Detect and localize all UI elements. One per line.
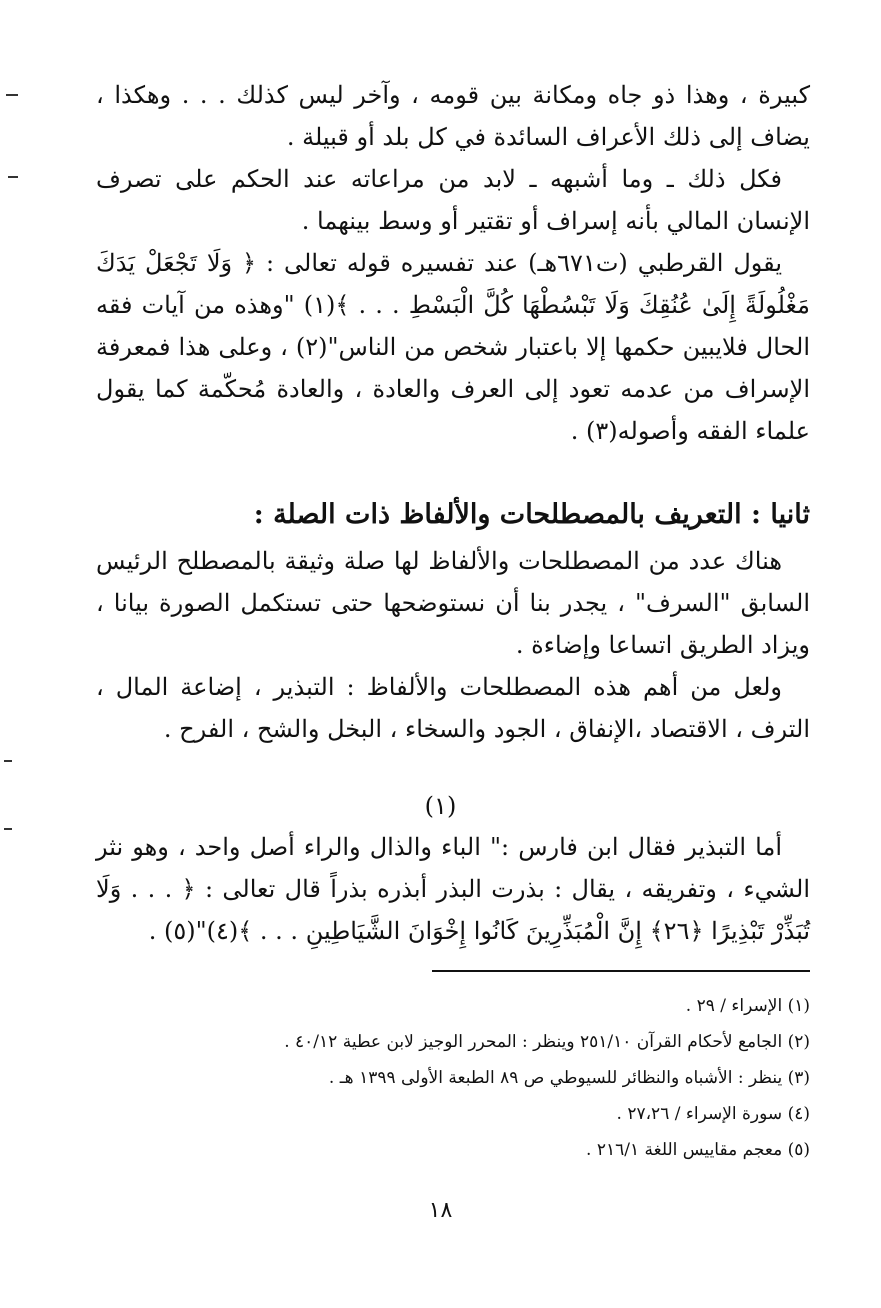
footnote: (٣) ينظر : الأشباه والنظائر للسيوطي ص ٨٩ الطبعة الأولى ١٣٩٩ هـ . <box>328 1068 810 1088</box>
margin-tick <box>4 760 12 762</box>
footnote: (١) الإسراء / ٢٩ . <box>685 996 810 1016</box>
footnote: (٥) معجم مقاييس اللغة ٢١٦/١ . <box>586 1140 810 1160</box>
margin-tick <box>4 828 12 830</box>
paragraph: يقول القرطبي (ت٦٧١هـ) عند تفسيره قوله تعالى : ﴿ وَلَا تَجْعَلْ يَدَكَ مَغْلُولَةً إِلَىٰ عُنُقِكَ وَلَا تَبْسُطْهَا كُلَّ الْبَسْطِ . . . ﴾(١) "وهذه من آيات فقه الحال فلايبين حكمها إلا باعتبار شخص من الناس"(٢) ، وعلى هذا فمعرفة الإسراف من عدمه تعود إلى العرف والعادة ، والعادة مُحكّمة كما يقول علماء الفقه وأصوله(٣) . <box>96 249 810 445</box>
paragraph: ولعل من أهم هذه المصطلحات والألفاظ : التبذير ، إضاعة المال ، الترف ، الاقتصاد ،الإنفاق ، الجود والسخاء ، البخل والشح ، الفرح . <box>96 673 810 743</box>
footnote: (٢) الجامع لأحكام القرآن ٢٥١/١٠ وينظر : المحرر الوجيز لابن عطية ٤٠/١٢ . <box>284 1032 810 1052</box>
margin-tick <box>6 94 18 96</box>
body-text-middle <box>96 540 810 750</box>
paragraph: أما التبذير فقال ابن فارس :" الباء والذال والراء أصل واحد ، وهو نثر الشيء ، وتفريقه ، يقال : بذرت البذر أبذره بذراً قال تعالى : ﴿ . . . وَلَا تُبَذِّرْ تَبْذِيرًا ﴿٢٦﴾ إِنَّ الْمُبَذِّرِينَ كَانُوا إِخْوَانَ الشَّيَاطِينِ . . . ﴾(٤)"(٥) . <box>96 833 811 945</box>
paragraph: هناك عدد من المصطلحات والألفاظ لها صلة وثيقة بالمصطلح الرئيس السابق "السرف" ، يجدر بنا أن نستوضحها حتى تستكمل الصورة بيانا ، ويزاد الطريق اتساعا وإضاءة . <box>96 547 810 659</box>
section-heading: ثانيا : التعريف بالمصطلحات والألفاظ ذات الصلة : <box>253 499 810 530</box>
paragraph: كبيرة ، وهذا ذو جاه ومكانة بين قومه ، وآخر ليس كذلك . . . وهكذا ، يضاف إلى ذلك الأعراف السائدة في كل بلد أو قبيلة . <box>96 81 810 151</box>
margin-tick <box>8 176 18 178</box>
footnotes <box>96 988 810 1168</box>
body-text-top <box>96 74 810 452</box>
page-number: ١٨ <box>428 1198 453 1223</box>
footnote: (٤) سورة الإسراء / ٢٧،٢٦ . <box>616 1104 810 1124</box>
paragraph: فكل ذلك ـ وما أشبهه ـ لابد من مراعاته عند الحكم على تصرف الإنسان المالي بأنه إسراف أو تقتير أو وسط بينهما . <box>96 165 810 235</box>
subsection-marker: (١) <box>424 792 457 820</box>
footnote-separator <box>432 970 810 972</box>
body-text-bottom <box>96 826 810 952</box>
